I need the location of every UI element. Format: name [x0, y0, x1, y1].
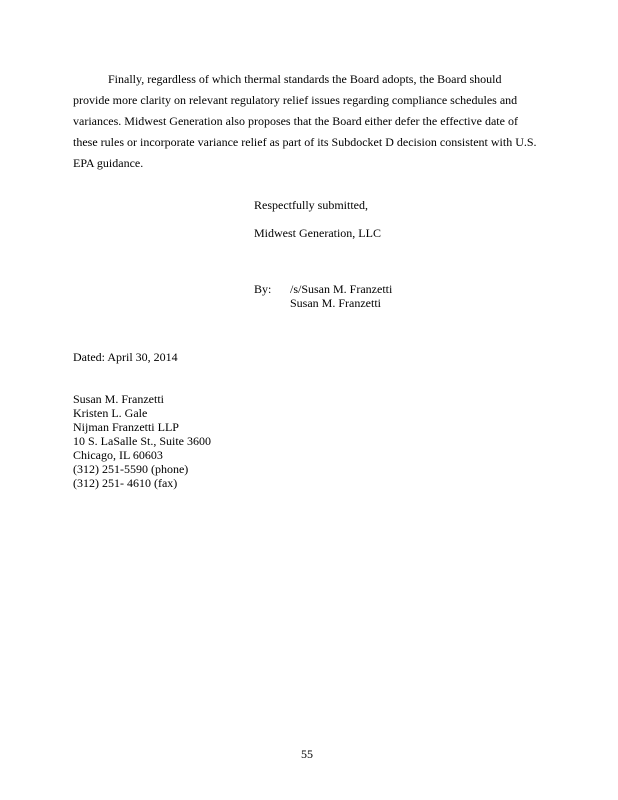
printed-signer-name: Susan M. Franzetti	[290, 296, 381, 310]
paragraph-line-3: variances. Midwest Generation also proposes that the Board either defer the effective date of	[73, 114, 518, 128]
counsel-line-6: (312) 251-5590 (phone)	[73, 462, 189, 476]
counsel-line-1: Susan M. Franzetti	[73, 392, 164, 406]
counsel-line-2: Kristen L. Gale	[73, 406, 148, 420]
paragraph-line-2: provide more clarity on relevant regulatory relief issues regarding compliance schedules and	[73, 93, 518, 107]
counsel-line-5: Chicago, IL 60603	[73, 448, 163, 462]
electronic-signature: /s/Susan M. Franzetti	[290, 282, 393, 296]
by-label: By:	[254, 282, 272, 296]
counsel-line-3: Nijman Franzetti LLP	[73, 420, 179, 434]
dated-line: Dated: April 30, 2014	[73, 350, 178, 364]
counsel-line-7: (312) 251- 4610 (fax)	[73, 476, 178, 490]
paragraph-line-4: these rules or incorporate variance relief as part of its Subdocket D decision consistent with U.S.	[73, 135, 537, 149]
paragraph-line-5: EPA guidance.	[73, 156, 144, 170]
counsel-line-4: 10 S. LaSalle St., Suite 3600	[73, 434, 211, 448]
company-name: Midwest Generation, LLC	[254, 226, 381, 240]
closing-text: Respectfully submitted,	[254, 198, 368, 212]
paragraph-line-1: Finally, regardless of which thermal standards the Board adopts, the Board should	[108, 72, 502, 86]
page-number: 55	[301, 747, 313, 761]
